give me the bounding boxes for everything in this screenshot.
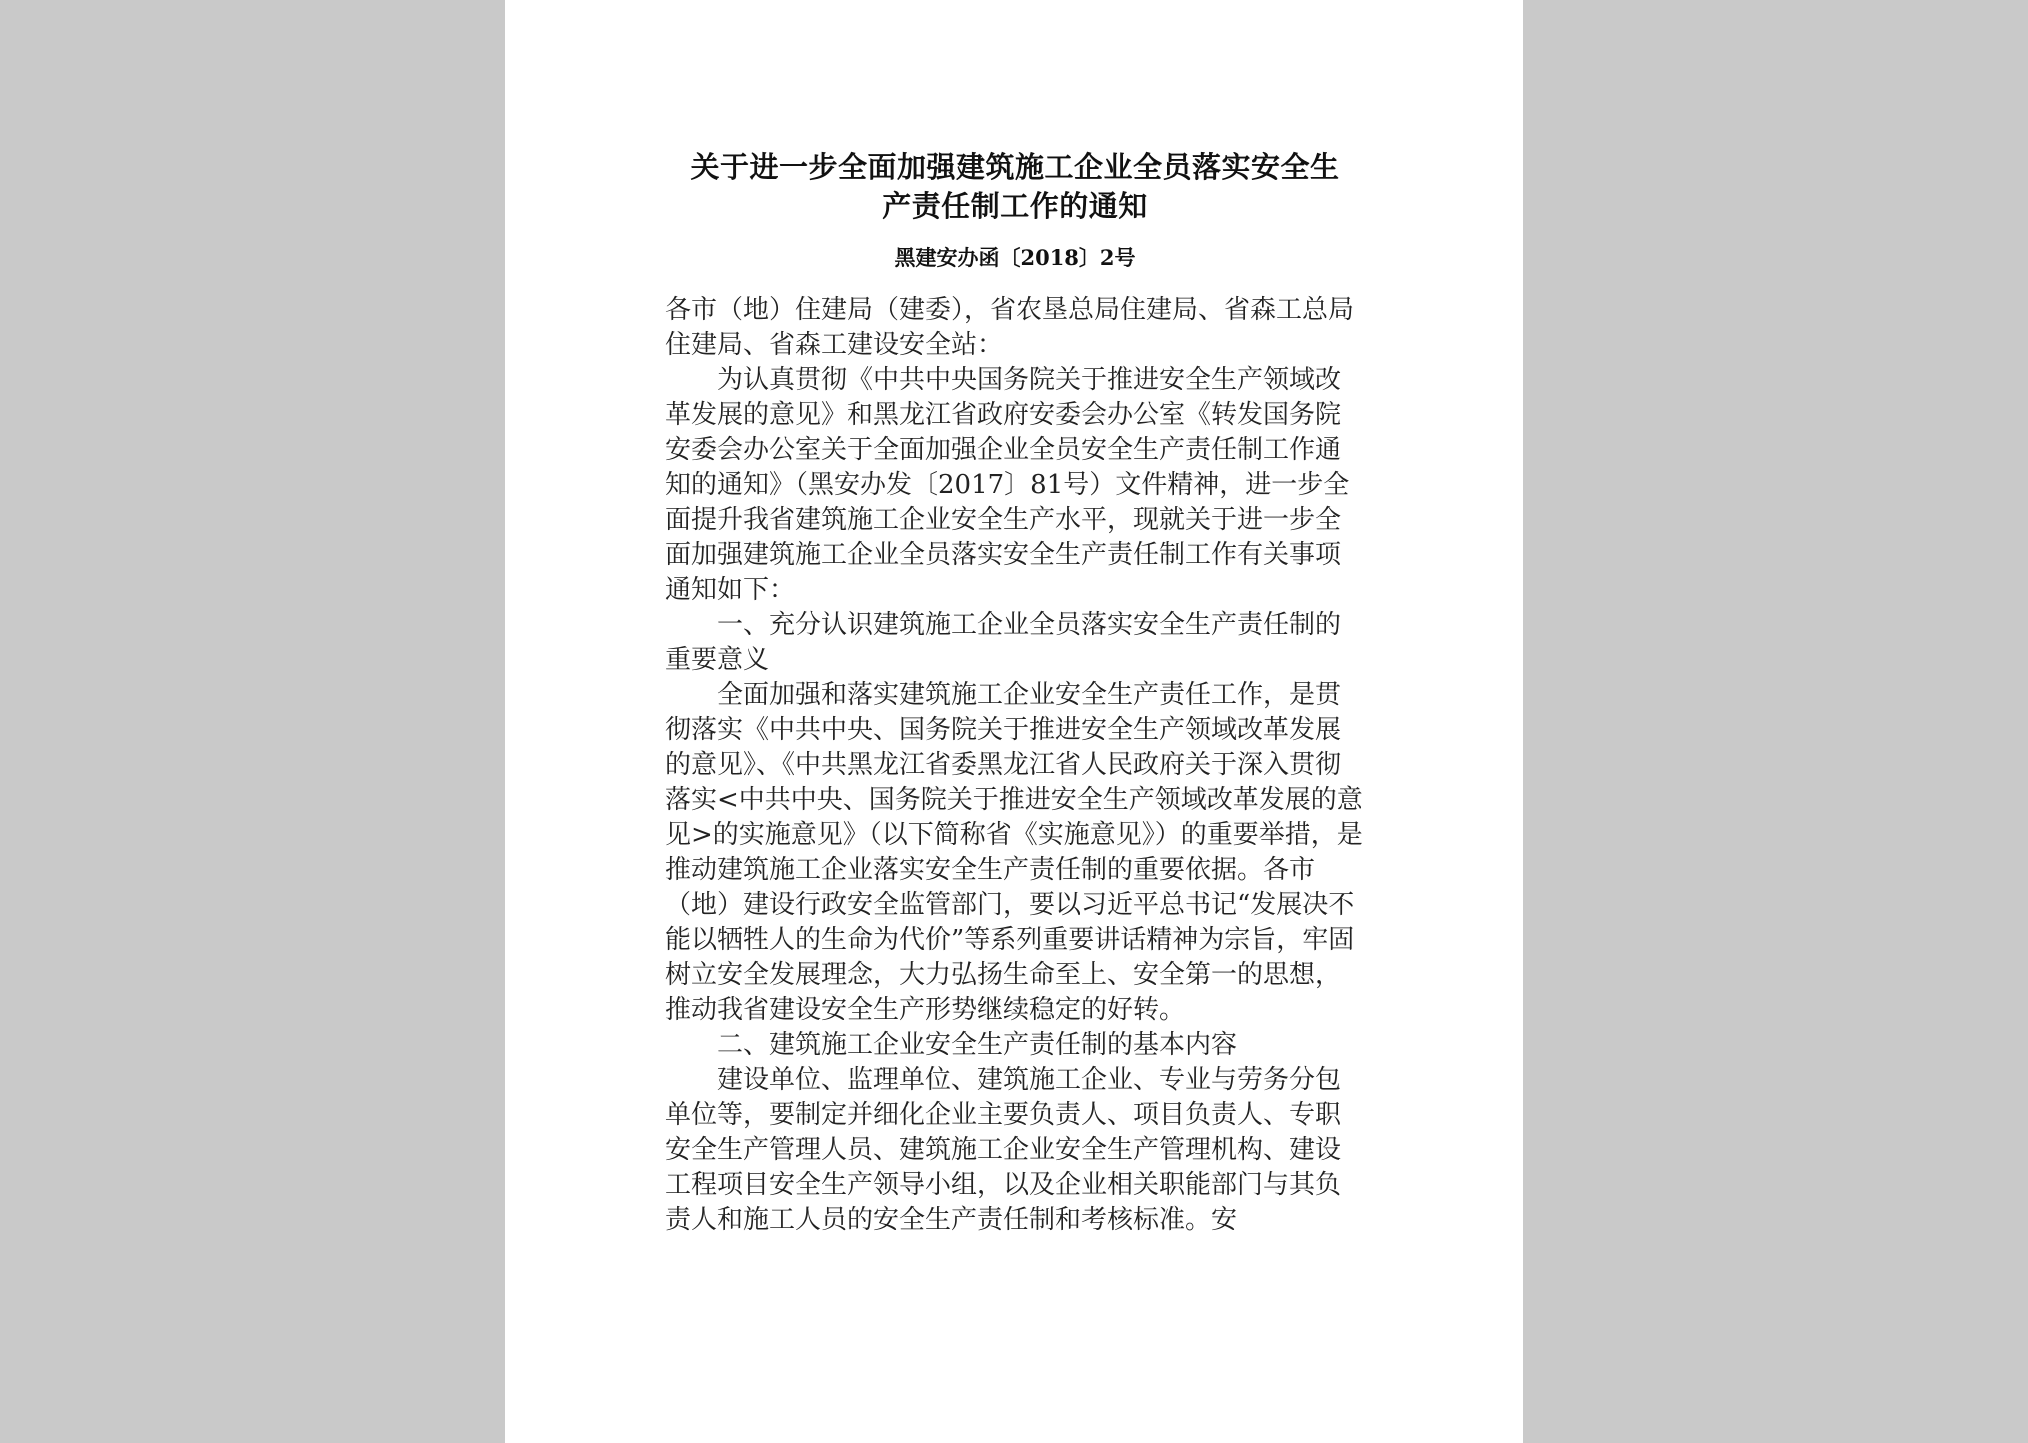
- paragraph-content: 建设单位、监理单位、建筑施工企业、专业与劳务分包单位等，要制定并细化企业主要负责人、项目负责人、专职安全生产管理人员、建筑施工企业安全生产管理机构、建设工程项目安全生产领导小组，以及企业相关职能部门与其负责人和施工人员的安全生产责任制和考核标准。安: [665, 1065, 1342, 1235]
- document-number: 黑建安办函〔2018〕2号: [894, 245, 1136, 270]
- document-content: [665, 148, 1365, 1238]
- paragraph-intro: 为认真贯彻《中共中央国务院关于推进安全生产领域改革发展的意见》和黑龙江省政府安委会办公室《转发国务院安委会办公室关于全面加强企业全员安全生产责任制工作通知的通知》（黑安办发〔2017〕81号）文件精神，进一步全面提升我省建筑施工企业安全生产水平，现就关于进一步全面加强建筑施工企业全员落实安全生产责任制工作有关事项通知如下：: [665, 365, 1350, 605]
- salutation: 各市（地）住建局（建委），省农垦总局住建局、省森工总局住建局、省森工建设安全站：: [665, 295, 1355, 360]
- section-heading-1: 一、充分认识建筑施工企业全员落实安全生产责任制的重要意义: [665, 610, 1342, 675]
- document-page: [505, 0, 1523, 1443]
- section-heading-2: 二、建筑施工企业安全生产责任制的基本内容: [717, 1030, 1238, 1060]
- document-title: [665, 148, 1365, 226]
- paragraph-significance: 全面加强和落实建筑施工企业安全生产责任工作，是贯彻落实《中共中央、国务院关于推进安全生产领域改革发展的意见》、《中共黑龙江省委黑龙江省人民政府关于深入贯彻落实<中共中央、国务院关于推进安全生产领域改革发展的意见>的实施意见》（以下简称省《实施意见》）的重要举措，是推动建筑施工企业落实安全生产责任制的重要依据。各市（地）建设行政安全监管部门，要以习近平总书记“发展决不能以牺牲人的生命为代价”等系列重要讲话精神为宗旨，牢固树立安全发展理念，大力弘扬生命至上、安全第一的思想，推动我省建设安全生产形势继续稳定的好转。: [665, 680, 1363, 1025]
- title-line-1: 关于进一步全面加强建筑施工企业全员落实安全生: [690, 150, 1340, 184]
- title-line-2: 产责任制工作的通知: [882, 189, 1148, 223]
- document-body: [665, 293, 1365, 1238]
